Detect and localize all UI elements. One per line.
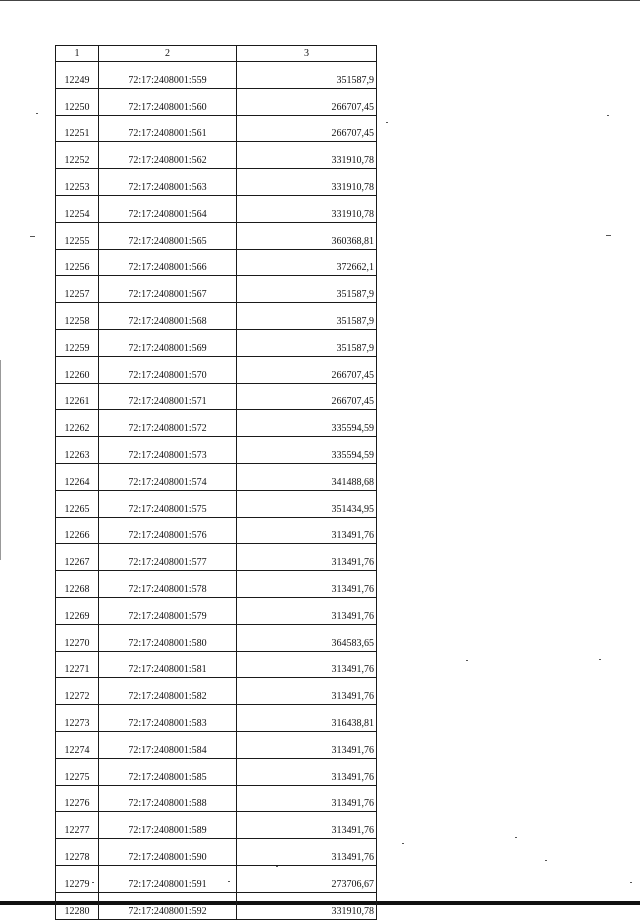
table-row: [56, 463, 377, 490]
cadastral-value-cell: 266707,45: [237, 88, 377, 115]
cadastral-value-cell: 351587,9: [237, 62, 377, 89]
cadastral-value-cell: 313491,76: [237, 517, 377, 544]
cadastral-number-cell: 72:17:2408001:569: [99, 329, 237, 356]
cadastral-value-cell: 372662,1: [237, 249, 377, 276]
cadastral-value-cell: 313491,76: [237, 839, 377, 866]
cadastral-value-cell: 351587,9: [237, 276, 377, 303]
row-number-cell: 12275: [56, 758, 99, 785]
cadastral-number-cell: 72:17:2408001:567: [99, 276, 237, 303]
cadastral-value-cell: 313491,76: [237, 678, 377, 705]
cadastral-number-cell: 72:17:2408001:561: [99, 115, 237, 142]
table-row: [56, 624, 377, 651]
header-col-2: 2: [99, 46, 237, 62]
table-row: [56, 597, 377, 624]
cadastral-number-cell: 72:17:2408001:562: [99, 142, 237, 169]
cadastral-number-cell: 72:17:2408001:560: [99, 88, 237, 115]
cadastral-value-cell: 335594,59: [237, 437, 377, 464]
row-number-cell: 12273: [56, 705, 99, 732]
scan-speck: [402, 843, 404, 844]
table-row: [56, 678, 377, 705]
table-row: [56, 544, 377, 571]
table-row: [56, 812, 377, 839]
row-number-cell: 12252: [56, 142, 99, 169]
cadastral-value-cell: 273706,67: [237, 865, 377, 892]
cadastral-value-cell: 331910,78: [237, 142, 377, 169]
cadastral-number-cell: 72:17:2408001:564: [99, 195, 237, 222]
cadastral-value-cell: 331910,78: [237, 195, 377, 222]
scan-speck: [30, 236, 35, 237]
cadastral-value-cell: 313491,76: [237, 597, 377, 624]
row-number-cell: 12264: [56, 463, 99, 490]
cadastral-value-cell: 313491,76: [237, 758, 377, 785]
cadastral-value-cell: 331910,78: [237, 169, 377, 196]
table-row: [56, 62, 377, 89]
cadastral-value-cell: 266707,45: [237, 383, 377, 410]
table-row: [56, 571, 377, 598]
row-number-cell: 12268: [56, 571, 99, 598]
header-col-3: 3: [237, 46, 377, 62]
cadastral-number-cell: 72:17:2408001:566: [99, 249, 237, 276]
table-row: [56, 276, 377, 303]
row-number-cell: 12249: [56, 62, 99, 89]
scan-speck: [386, 122, 388, 123]
cadastral-number-cell: 72:17:2408001:583: [99, 705, 237, 732]
cadastral-number-cell: 72:17:2408001:581: [99, 651, 237, 678]
header-row: [56, 46, 377, 62]
cadastral-number-cell: 72:17:2408001:577: [99, 544, 237, 571]
table-row: [56, 705, 377, 732]
table-header: [56, 46, 377, 62]
row-number-cell: 12255: [56, 222, 99, 249]
row-number-cell: 12278: [56, 839, 99, 866]
scan-speck: [630, 882, 632, 883]
cadastral-value-cell: 351587,9: [237, 303, 377, 330]
cadastral-value-cell: 316438,81: [237, 705, 377, 732]
cadastral-number-cell: 72:17:2408001:572: [99, 410, 237, 437]
cadastral-number-cell: 72:17:2408001:559: [99, 62, 237, 89]
table-row: [56, 517, 377, 544]
cadastral-value-cell: 331910,78: [237, 892, 377, 919]
row-number-cell: 12250: [56, 88, 99, 115]
row-number-cell: 12262: [56, 410, 99, 437]
table-row: [56, 758, 377, 785]
cadastral-number-cell: 72:17:2408001:570: [99, 356, 237, 383]
row-number-cell: 12267: [56, 544, 99, 571]
table-row: [56, 731, 377, 758]
row-number-cell: 12257: [56, 276, 99, 303]
cadastral-value-cell: 335594,59: [237, 410, 377, 437]
cadastral-value-cell: 364583,65: [237, 624, 377, 651]
cadastral-number-cell: 72:17:2408001:584: [99, 731, 237, 758]
cadastral-value-cell: 266707,45: [237, 115, 377, 142]
table-row: [56, 249, 377, 276]
row-number-cell: 12272: [56, 678, 99, 705]
table-row: [56, 115, 377, 142]
scan-left-edge: [0, 360, 1, 560]
table-row: [56, 839, 377, 866]
scan-speck: [599, 659, 601, 660]
cadastral-number-cell: 72:17:2408001:580: [99, 624, 237, 651]
table-row: [56, 437, 377, 464]
cadastral-value-cell: 351587,9: [237, 329, 377, 356]
cadastral-number-cell: 72:17:2408001:592: [99, 892, 237, 919]
row-number-cell: 12276: [56, 785, 99, 812]
cadastral-number-cell: 72:17:2408001:568: [99, 303, 237, 330]
scan-speck: [606, 235, 611, 236]
row-number-cell: 12254: [56, 195, 99, 222]
row-number-cell: 12256: [56, 249, 99, 276]
cadastral-number-cell: 72:17:2408001:589: [99, 812, 237, 839]
cadastral-number-cell: 72:17:2408001:588: [99, 785, 237, 812]
table-row: [56, 892, 377, 919]
cadastral-number-cell: 72:17:2408001:574: [99, 463, 237, 490]
cadastral-number-cell: 72:17:2408001:573: [99, 437, 237, 464]
row-number-cell: 12277: [56, 812, 99, 839]
cadastral-number-cell: 72:17:2408001:563: [99, 169, 237, 196]
cadastral-number-cell: 72:17:2408001:578: [99, 571, 237, 598]
cadastral-number-cell: 72:17:2408001:576: [99, 517, 237, 544]
cadastral-number-cell: 72:17:2408001:591: [99, 865, 237, 892]
row-number-cell: 12259: [56, 329, 99, 356]
cadastral-number-cell: 72:17:2408001:585: [99, 758, 237, 785]
cadastral-number-cell: 72:17:2408001:590: [99, 839, 237, 866]
table-row: [56, 329, 377, 356]
cadastral-value-cell: 341488,68: [237, 463, 377, 490]
table-row: [56, 383, 377, 410]
scan-speck: [36, 113, 38, 114]
row-number-cell: 12270: [56, 624, 99, 651]
cadastral-value-cell: 313491,76: [237, 544, 377, 571]
row-number-cell: 12269: [56, 597, 99, 624]
cadastral-value-cell: 313491,76: [237, 571, 377, 598]
table-row: [56, 88, 377, 115]
table-row: [56, 222, 377, 249]
row-number-cell: 12263: [56, 437, 99, 464]
scan-speck: [545, 860, 547, 861]
table-body: [56, 62, 377, 920]
table-row: [56, 410, 377, 437]
row-number-cell: 12265: [56, 490, 99, 517]
row-number-cell: 12280: [56, 892, 99, 919]
table-row: [56, 490, 377, 517]
table-row: [56, 169, 377, 196]
scan-speck: [607, 115, 609, 116]
row-number-cell: 12260: [56, 356, 99, 383]
header-col-1: 1: [56, 46, 99, 62]
cadastral-value-cell: 351434,95: [237, 490, 377, 517]
table-row: [56, 651, 377, 678]
table-row: [56, 785, 377, 812]
cadastral-value-cell: 313491,76: [237, 651, 377, 678]
row-number-cell: 12279: [56, 865, 99, 892]
row-number-cell: 12251: [56, 115, 99, 142]
table-row: [56, 142, 377, 169]
cadastral-number-cell: 72:17:2408001:565: [99, 222, 237, 249]
table-row: [56, 356, 377, 383]
row-number-cell: 12266: [56, 517, 99, 544]
table-row: [56, 865, 377, 892]
cadastral-value-cell: 313491,76: [237, 731, 377, 758]
scan-speck: [466, 660, 468, 661]
table-row: [56, 195, 377, 222]
cadastral-value-cell: 266707,45: [237, 356, 377, 383]
row-number-cell: 12258: [56, 303, 99, 330]
cadastral-number-cell: 72:17:2408001:582: [99, 678, 237, 705]
table-row: [56, 303, 377, 330]
row-number-cell: 12261: [56, 383, 99, 410]
cadastral-value-cell: 313491,76: [237, 812, 377, 839]
cadastral-number-cell: 72:17:2408001:571: [99, 383, 237, 410]
row-number-cell: 12253: [56, 169, 99, 196]
row-number-cell: 12271: [56, 651, 99, 678]
scan-speck: [515, 837, 517, 838]
cadastral-value-cell: 313491,76: [237, 785, 377, 812]
cadastral-number-cell: 72:17:2408001:579: [99, 597, 237, 624]
cadastral-value-table: [55, 45, 377, 920]
cadastral-number-cell: 72:17:2408001:575: [99, 490, 237, 517]
row-number-cell: 12274: [56, 731, 99, 758]
cadastral-value-cell: 360368,81: [237, 222, 377, 249]
scan-top-edge: [0, 0, 640, 1]
